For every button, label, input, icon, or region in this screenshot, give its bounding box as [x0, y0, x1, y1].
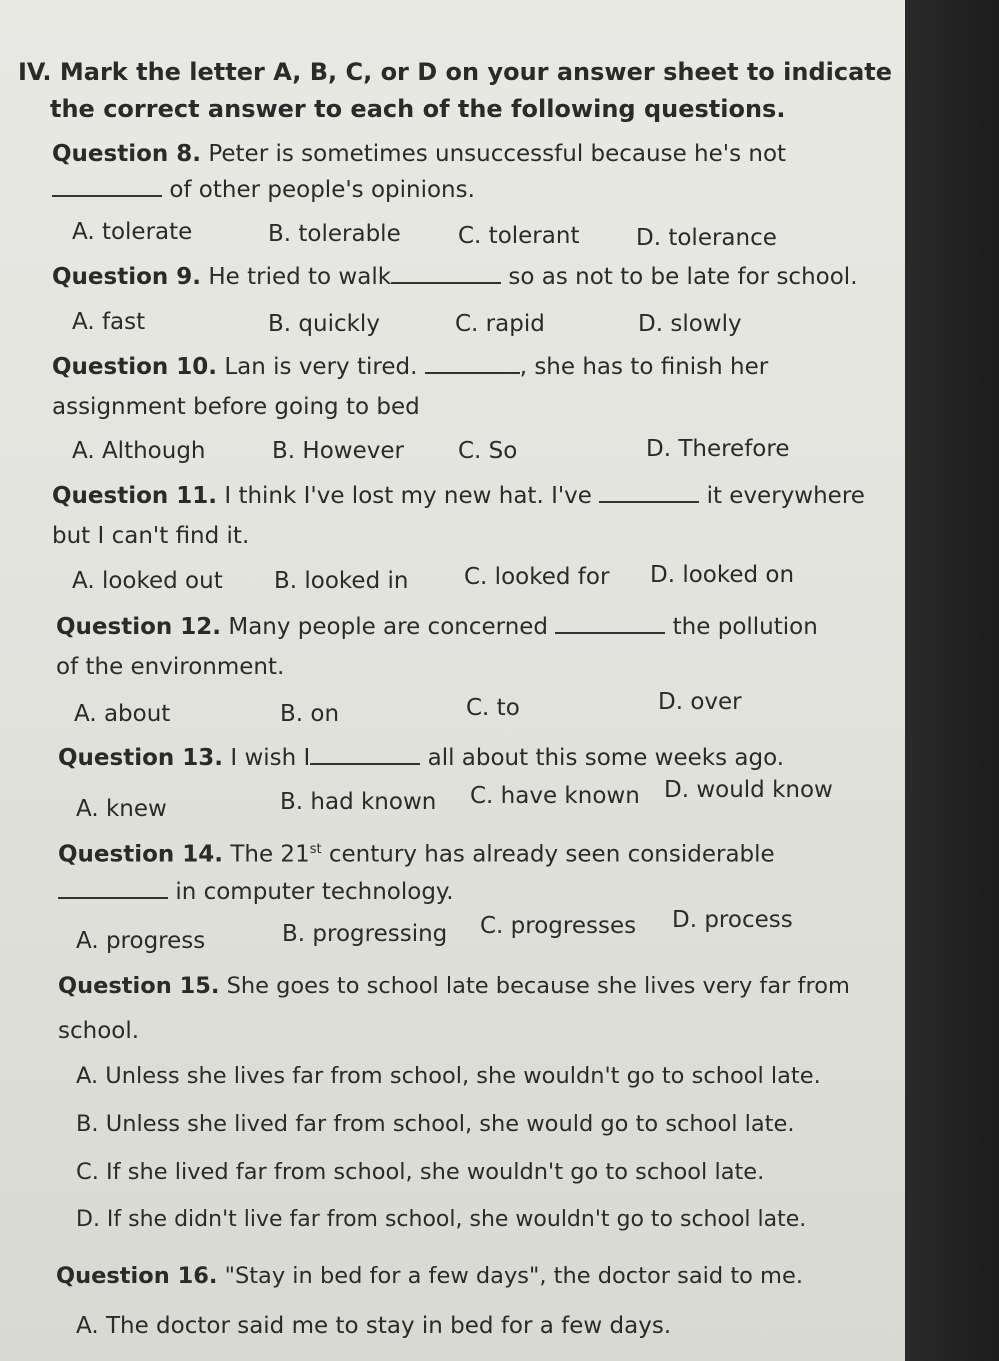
- question-12-option-a: A. about: [74, 701, 171, 727]
- question-14-text-cont: century has already seen considerable: [328, 841, 775, 868]
- question-11-text-cont: it everywhere: [706, 483, 865, 509]
- question-10-option-c: C. So: [458, 438, 518, 464]
- answer-blank: [310, 745, 420, 765]
- question-8-option-d: D. tolerance: [636, 225, 777, 251]
- question-15-option-a: A. Unless she lives far from school, she wouldn't go to school late.: [76, 1063, 821, 1089]
- question-14-option-a: A. progress: [76, 928, 206, 954]
- question-14-text-line-2: in computer technology.: [175, 879, 454, 905]
- question-15-option-b: B. Unless she lived far from school, she would go to school late.: [76, 1111, 795, 1137]
- question-14-text: The 21: [230, 841, 310, 868]
- question-16-label: Question 16.: [56, 1263, 218, 1289]
- question-11-option-b: B. looked in: [274, 568, 409, 594]
- question-12-option-b: B. on: [280, 701, 340, 727]
- question-10-text: Lan is very tired.: [224, 354, 418, 380]
- question-16-option-a: A. The doctor said me to stay in bed for a few days.: [76, 1313, 672, 1339]
- question-13-stem: [58, 744, 784, 772]
- question-12-stem-line-2: of the environment.: [56, 654, 285, 680]
- question-8-stem-line-2: [52, 176, 475, 204]
- question-8-option-c: C. tolerant: [458, 223, 580, 249]
- answer-blank: [555, 614, 665, 634]
- question-15-text: She goes to school late because she lives very far from: [226, 973, 850, 999]
- question-10-text-cont: , she has to finish her: [519, 354, 769, 380]
- question-8-option-a: A. tolerate: [72, 219, 193, 245]
- question-8-option-b: B. tolerable: [268, 221, 401, 247]
- question-12-text: Many people are concerned: [228, 614, 549, 640]
- question-8-label: Question 8.: [52, 141, 202, 167]
- answer-blank: [425, 354, 520, 374]
- question-14-stem: [58, 836, 775, 869]
- answer-blank: [599, 483, 699, 503]
- question-15-stem: [58, 972, 850, 1000]
- question-12-option-c: C. to: [466, 695, 520, 721]
- question-16-text: "Stay in bed for a few days", the doctor said to me.: [224, 1263, 803, 1289]
- question-14-option-b: B. progressing: [282, 921, 448, 947]
- question-12-stem: [56, 613, 818, 641]
- question-9-option-d: D. slowly: [638, 311, 742, 337]
- question-11-option-a: A. looked out: [72, 568, 223, 594]
- question-12-text-cont: the pollution: [672, 614, 818, 640]
- question-10-option-b: B. However: [272, 438, 404, 464]
- question-13-text-cont: all about this some weeks ago.: [427, 745, 785, 771]
- question-10-option-d: D. Therefore: [646, 436, 790, 462]
- question-12-label: Question 12.: [56, 614, 222, 640]
- question-11-option-d: D. looked on: [650, 562, 795, 588]
- question-9-option-b: B. quickly: [268, 311, 380, 337]
- question-8-stem: [52, 140, 786, 168]
- question-9-option-c: C. rapid: [455, 311, 545, 337]
- question-14-stem-line-2: [58, 878, 454, 906]
- question-9-option-a: A. fast: [72, 309, 146, 335]
- answer-blank: [52, 177, 162, 197]
- dark-page-edge: [905, 0, 999, 1361]
- question-11-label: Question 11.: [52, 483, 218, 509]
- instruction-line-2: the correct answer to each of the following questions.: [50, 95, 786, 123]
- question-9-text-cont: so as not to be late for school.: [508, 264, 858, 290]
- question-10-stem-line-2: assignment before going to bed: [52, 394, 420, 420]
- question-9-stem: [52, 263, 858, 291]
- question-13-option-d: D. would know: [664, 777, 833, 803]
- question-10-stem: [52, 353, 768, 381]
- question-13-option-a: A. knew: [76, 796, 167, 822]
- question-13-option-c: C. have known: [470, 783, 640, 809]
- question-13-label: Question 13.: [58, 745, 224, 771]
- question-14-option-d: D. process: [672, 907, 793, 933]
- question-10-option-a: A. Although: [72, 438, 206, 464]
- question-13-text: I wish I: [230, 745, 311, 771]
- question-14-option-c: C. progresses: [480, 913, 637, 939]
- question-8-text: Peter is sometimes unsuccessful because he's not: [208, 141, 787, 167]
- question-13-option-b: B. had known: [280, 789, 437, 815]
- question-15-option-c: C. If she lived far from school, she wouldn't go to school late.: [76, 1159, 765, 1185]
- question-10-label: Question 10.: [52, 354, 218, 380]
- question-11-option-c: C. looked for: [464, 564, 610, 590]
- question-15-stem-line-2: school.: [58, 1018, 140, 1044]
- question-14-label: Question 14.: [58, 841, 224, 868]
- instruction-line-1: IV. Mark the letter A, B, C, or D on your answer sheet to indicate: [18, 58, 893, 86]
- ordinal-suffix: st: [309, 842, 322, 857]
- question-9-label: Question 9.: [52, 264, 202, 290]
- answer-blank: [58, 879, 168, 899]
- question-15-option-d: D. If she didn't live far from school, she wouldn't go to school late.: [76, 1207, 807, 1232]
- question-11-text: I think I've lost my new hat. I've: [224, 483, 592, 509]
- question-8-text-cont: of other people's opinions.: [169, 177, 475, 203]
- question-11-stem-line-2: but I can't find it.: [52, 523, 250, 549]
- question-12-option-d: D. over: [658, 689, 742, 715]
- question-9-text: He tried to walk: [208, 264, 392, 290]
- question-11-stem: [52, 482, 865, 510]
- answer-blank: [391, 264, 501, 284]
- question-16-stem: [56, 1262, 803, 1290]
- question-15-label: Question 15.: [58, 973, 220, 999]
